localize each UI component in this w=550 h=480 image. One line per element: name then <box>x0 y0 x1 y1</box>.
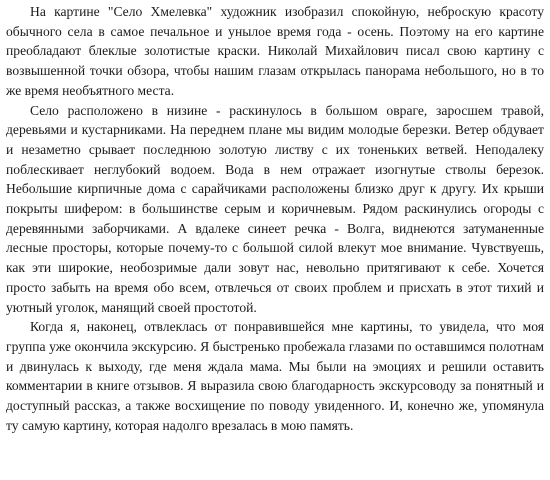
paragraph-1: На картине "Село Хмелевка" художник изобразил спокойную, неброскую красоту обычного села в самое печальное и унылое время года - осень. Поэтому на его картине преобладают блеклые золотистые краски. Николай Михайлович писал свою картину с возвышенной точки обзора, чтобы нашим глазам открылась панорама небольшого, но в то же время необъятного места. <box>6 4 544 98</box>
document-body <box>6 2 544 435</box>
paragraph-2: Село расположено в низине - раскинулось в большом овраге, заросшем травой, деревьями и кустарниками. На переднем плане мы видим молодые березки. Ветер обдувает и незаметно срывает последнюю золотую листву с их тоненьких ветвей. Неподалеку поблескивает неглубокий водоем. Вода в нем отражает изогнутые стволы березок. Небольшие кирпичные дома с сарайчиками расположены близко друг к другу. Их крыши покрыты шифером: в большинстве серым и коричневым. Рядом раскинулись огороды с деревянными заборчиками. А вдалеке синеет речка - Волга, виднеются затуманенные лесные просторы, которые почему-то с большой силой влекут мое внимание. Чувствуешь, как эти широкие, необозримые дали зовут нас, невольно притягивают к себе. Хочется просто забыть на время обо всем, отвлечься от своих проблем и присхать в этот тихий и уютный уголок, манящий своей простотой. <box>6 102 544 315</box>
paragraph-3: Когда я, наконец, отвлеклась от понравившейся мне картины, то увидела, что моя группа уже окончила экскурсию. Я быстренько пробежала глазами по оставшимся полотнам и двинулась к выходу, где меня ждала мама. Мы были на эмоциях и решили оставить комментарии в книге отзывов. Я выразила свою благодарность экскурсоводу за понятный и доступный рассказ, а также восхищение по поводу увиденного. И, конечно же, упомянула ту самую картину, которая надолго врезалась в мою память. <box>6 319 544 433</box>
